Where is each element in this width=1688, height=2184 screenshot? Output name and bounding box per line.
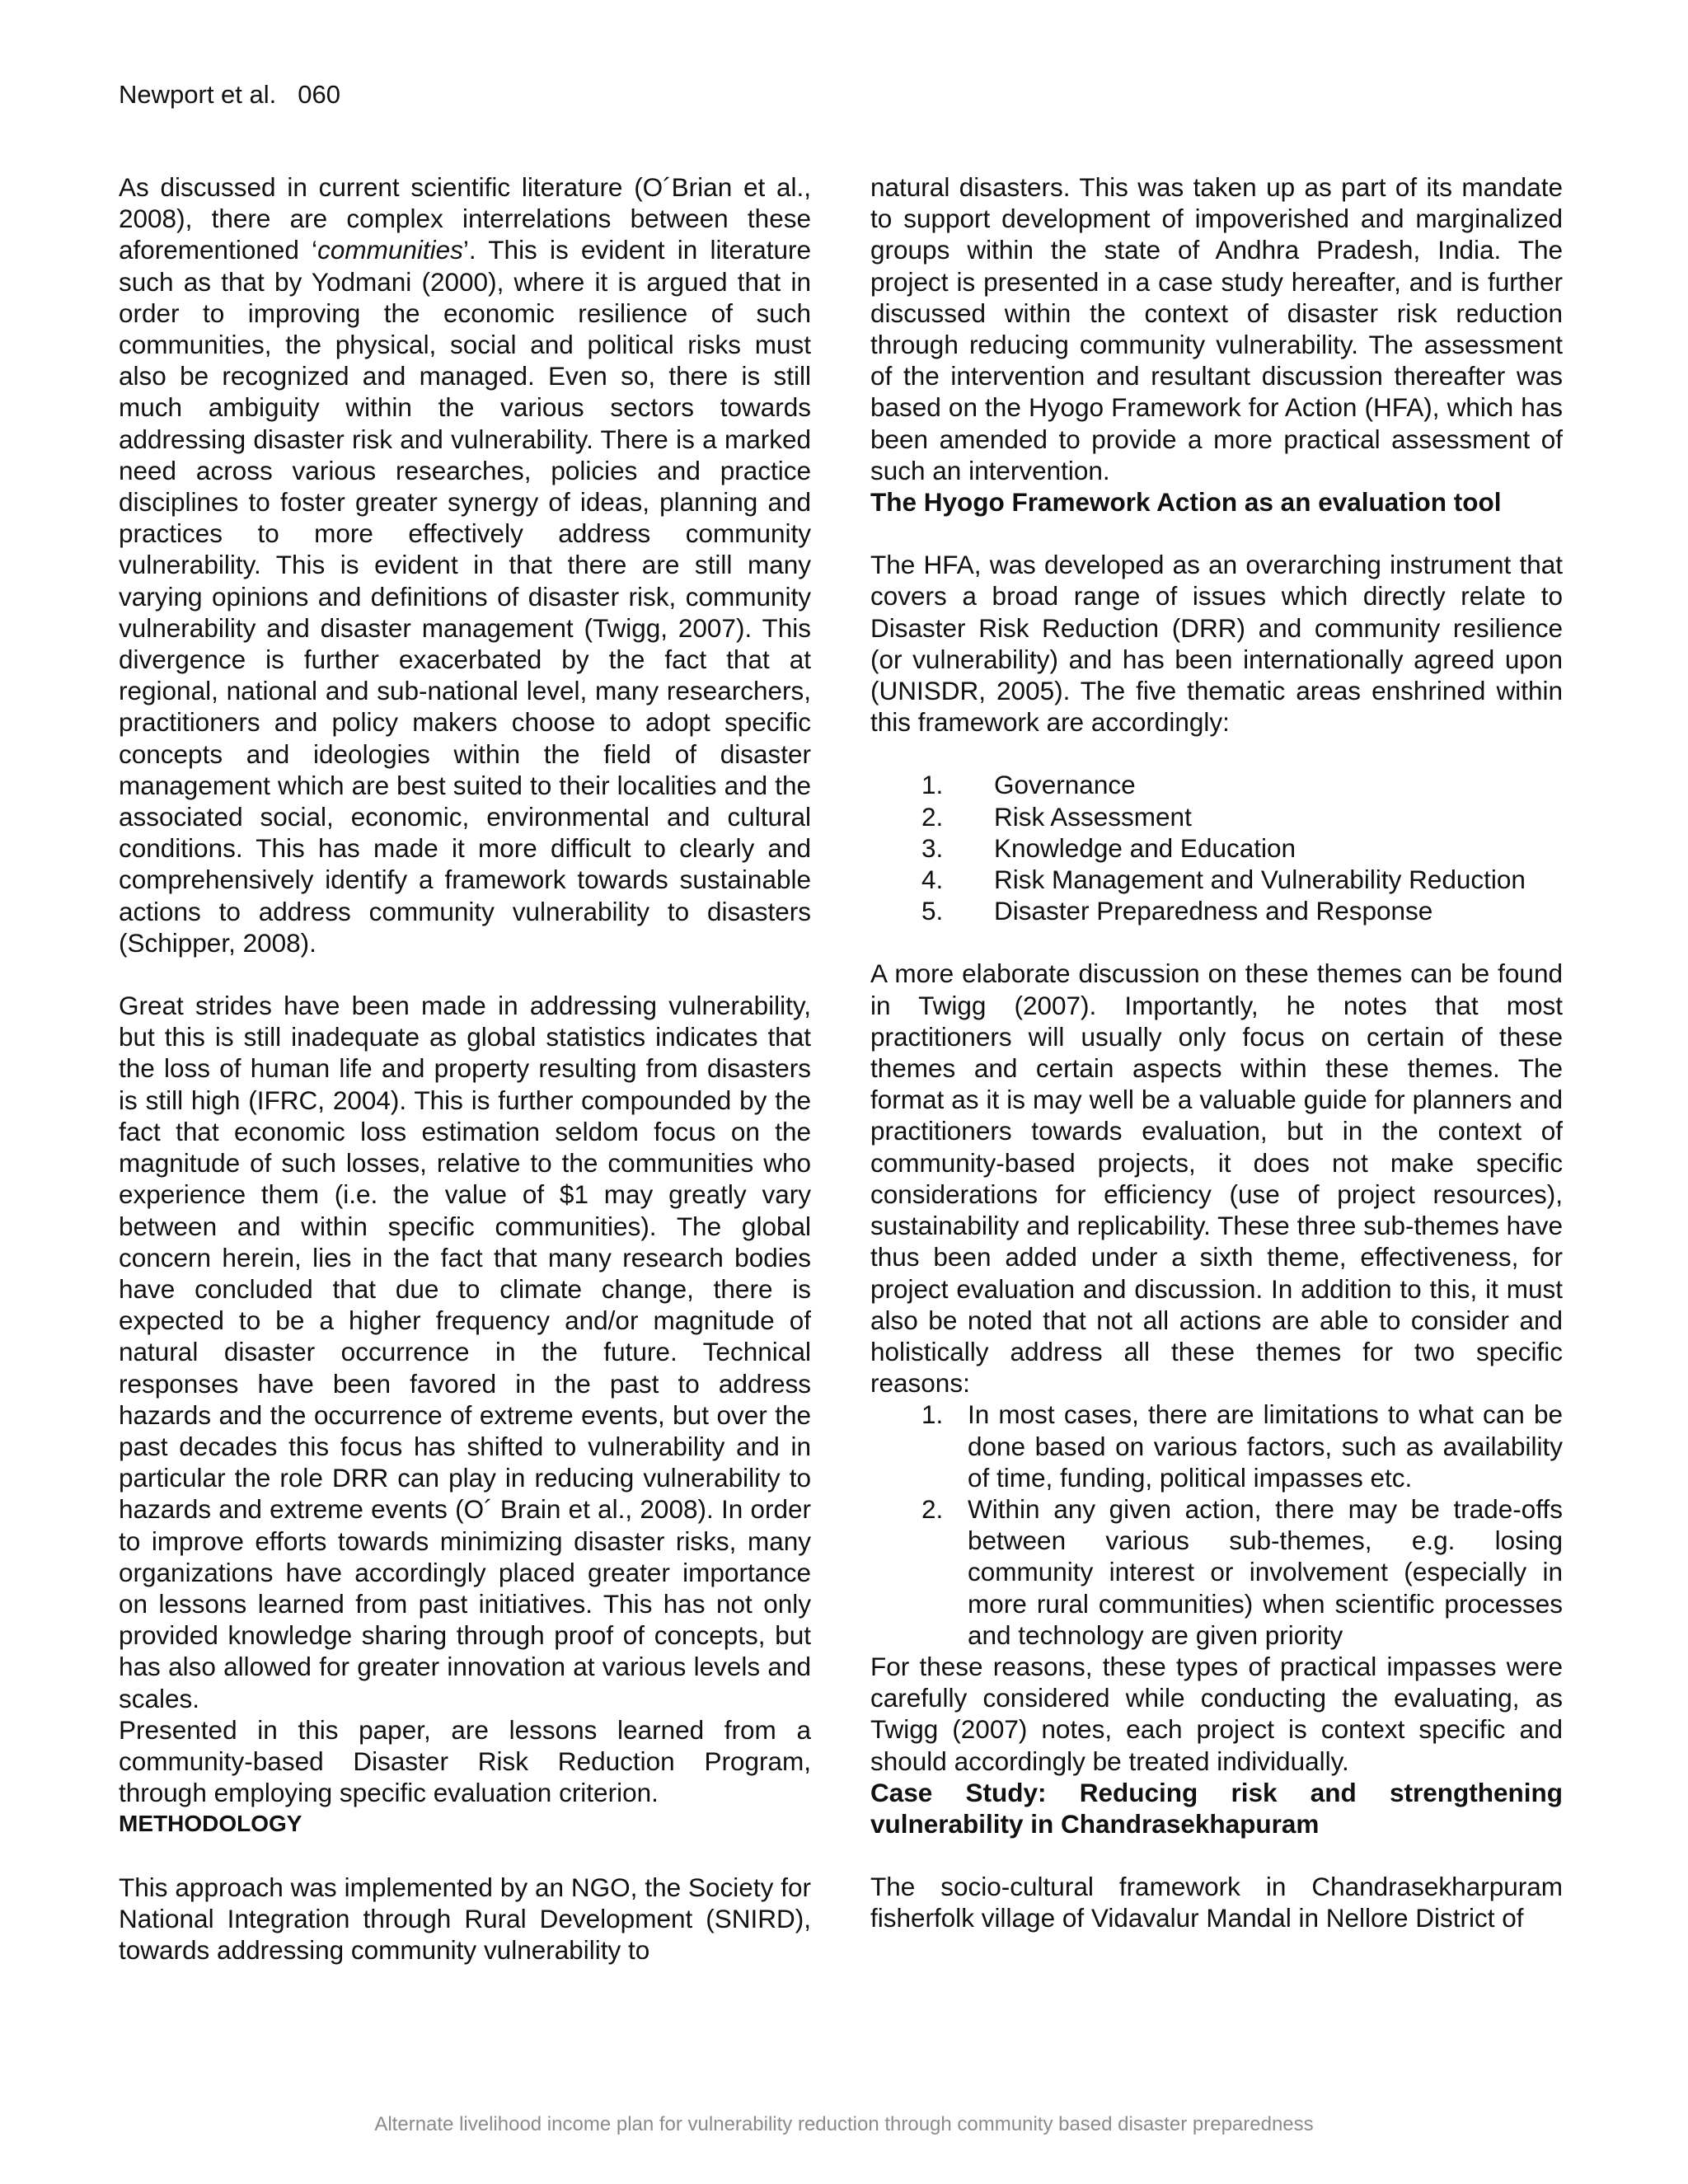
list-text: Risk Management and Vulnerability Reduction xyxy=(994,865,1526,895)
reasons-list xyxy=(870,1399,1563,1651)
methodology-paragraph: This approach was implemented by an NGO, the Society for National Integration through Rural Development (SNIRD), towards addressing community vulnerability to xyxy=(119,1872,811,1965)
methodology-heading: METHODOLOGY xyxy=(119,1811,302,1837)
list-item xyxy=(921,801,1563,832)
list-text: Disaster Preparedness and Response xyxy=(994,896,1433,926)
list-item xyxy=(921,895,1563,926)
running-footer: Alternate livelihood income plan for vulnerability reduction through community based disaster preparedness xyxy=(374,2113,1314,2135)
list-item xyxy=(921,1399,1563,1493)
list-text: Risk Assessment xyxy=(994,801,1192,832)
list-item xyxy=(921,769,1563,800)
intro-paragraph xyxy=(119,171,811,958)
hfa-heading: The Hyogo Framework Action as an evaluation tool xyxy=(870,487,1502,518)
thematic-areas-list xyxy=(870,769,1563,926)
list-text: Knowledge and Education xyxy=(994,832,1296,863)
impasses-paragraph: For these reasons, these types of practical impasses were carefully considered while conducting the evaluating, as Twigg (2007) notes, each project is context specific and should accordingly be treated individually. xyxy=(870,1651,1563,1776)
list-text: Governance xyxy=(994,770,1136,800)
left-column xyxy=(119,171,811,1966)
intro-italic-term: communities xyxy=(317,235,463,265)
list-number: 1. xyxy=(921,1399,944,1430)
intro-text-start: As discussed in current scientific literature (O´Brian et al., 2008), there are complex interrelations between these aforementioned ‘ xyxy=(119,172,811,265)
list-number: 4. xyxy=(921,865,944,895)
list-number: 5. xyxy=(921,896,944,926)
case-study-paragraph: The socio-cultural framework in Chandrasekharpuram fisherfolk village of Vidavalur Mandal in Nellore District of xyxy=(870,1872,1563,1933)
vulnerability-paragraph: Great strides have been made in addressing vulnerability, but this is still inadequate as global statistics indicates that the loss of human life and property resulting from disasters is still high (IFRC, 2004). This is further compounded by the fact that economic loss estimation seldom focus on the magnitude of such losses, relative to the communities who experience them (i.e. the value of $1 may greatly vary between and within specific communities). The global concern herein, lies in the fact that many research bodies have concluded that due to climate change, there is expected to be a higher frequency and/or magnitude of natural disaster occurrence in the future. Technical responses have been favored in the past to address hazards and the occurrence of extreme events, but over the past decades this focus has shifted to vulnerability and in particular the role DRR can play in reducing vulnerability to hazards and extreme events (O´ Brain et al., 2008). In order to improve efforts towards minimizing disaster risks, many organizations have accordingly placed greater importance on lessons learned from past initiatives. This has not only provided knowledge sharing through proof of concepts, but has also allowed for greater innovation at various levels and scales. xyxy=(119,991,811,1713)
list-item xyxy=(921,1493,1563,1651)
intro-text-end: ’. This is evident in literature such as that by Yodmani (2000), where it is argued that in order to improving the economic resilience of such communities, the physical, social and political risks must also be recognized and managed. Even so, there is still much ambiguity within the various sectors towards addressing disaster risk and vulnerability. There is a marked need across various researches, policies and practice disciplines to foster greater synergy of ideas, planning and practices to more effectively address community vulnerability. This is evident in that there are still many varying opinions and definitions of disaster risk, community vulnerability and disaster management (Twigg, 2007). This divergence is further exacerbated by the fact that at regional, national and sub-national level, many researchers, practitioners and policy makers choose to adopt specific concepts and ideologies within the field of disaster management which are best suited to their localities and the associated social, economic, environmental and cultural conditions. This has made it more difficult to clearly and comprehensively identify a framework towards sustainable actions to address community vulnerability to disasters (Schipper, 2008). xyxy=(119,235,812,958)
author-line: Newport et al. xyxy=(119,80,277,109)
list-text: Within any given action, there may be trade-offs between various sub-themes, e.g. losing community interest or involvement (especially in more rural communities) when scientific processes and technology are given priority xyxy=(968,1493,1563,1650)
running-head xyxy=(119,79,340,110)
list-number: 1. xyxy=(921,770,944,800)
list-text: In most cases, there are limitations to what can be done based on various factors, such as availability of time, funding, political impasses etc. xyxy=(968,1399,1563,1493)
list-item xyxy=(921,832,1563,864)
list-item xyxy=(921,864,1563,895)
themes-discussion-paragraph: A more elaborate discussion on these themes can be found in Twigg (2007). Importantly, he notes that most practitioners will usually only focus on certain of these themes and certain aspects within these themes. The format as it is may well be a valuable guide for planners and practitioners towards evaluation, but in the context of community-based projects, it does not make specific considerations for efficiency (use of project resources), sustainability and replicability. These three sub-themes have thus been added under a sixth theme, effectiveness, for project evaluation and discussion. In addition to this, it must also be noted that not all actions are able to consider and holistically address all these themes for two specific reasons: xyxy=(870,958,1563,1399)
list-number: 2. xyxy=(921,1493,944,1524)
lessons-paragraph: Presented in this paper, are lessons learned from a community-based Disaster Risk Reduction Program, through employing specific evaluation criterion. xyxy=(119,1714,811,1808)
snird-paragraph: natural disasters. This was taken up as part of its mandate to support development of impoverished and marginalized groups within the state of Andhra Pradesh, India. The project is presented in a case study hereafter, and is further discussed within the context of disaster risk reduction through reducing community vulnerability. The assessment of the intervention and resultant discussion thereafter was based on the Hyogo Framework for Action (HFA), which has been amended to provide a more practical assessment of such an intervention. xyxy=(870,172,1563,485)
page-number: 060 xyxy=(298,80,340,109)
hfa-paragraph: The HFA, was developed as an overarching instrument that covers a broad range of issues which directly relate to Disaster Risk Reduction (DRR) and community resilience (or vulnerability) and has been internationally agreed upon (UNISDR, 2005). The five thematic areas enshrined within this framework are accordingly: xyxy=(870,550,1563,738)
right-column xyxy=(870,171,1563,1934)
list-number: 2. xyxy=(921,801,944,832)
list-number: 3. xyxy=(921,832,944,863)
case-study-heading: Case Study: Reducing risk and strengthening vulnerability in Chandrasekhapuram xyxy=(870,1777,1563,1839)
